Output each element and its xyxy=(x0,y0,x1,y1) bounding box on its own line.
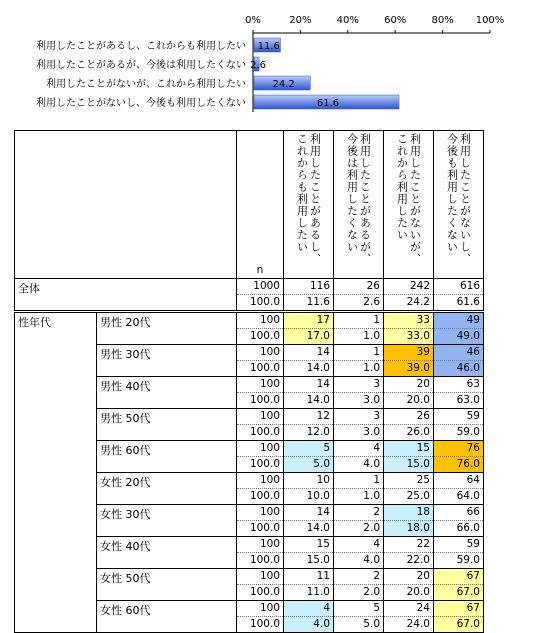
column-header xyxy=(284,131,334,279)
count-value: 100 xyxy=(237,601,283,617)
percent-value: 1.0 xyxy=(363,490,380,502)
count-value: 100 xyxy=(237,377,283,393)
count-value: 10 xyxy=(284,473,333,489)
percent-value: 100.0 xyxy=(249,362,280,374)
data-label: 24.2 xyxy=(272,79,295,90)
data-cell xyxy=(284,312,334,345)
count-value: 15 xyxy=(284,537,333,553)
data-cell xyxy=(434,279,484,312)
data-cell xyxy=(334,569,384,601)
data-cell xyxy=(384,345,434,377)
percent-value: 64.0 xyxy=(456,490,480,502)
percent-value: 12.0 xyxy=(306,426,330,438)
percent-value: 100.0 xyxy=(249,426,280,438)
percent-value: 11.6 xyxy=(306,296,330,308)
percent-value: 25.0 xyxy=(406,490,430,502)
data-cell xyxy=(434,409,484,441)
column-header-text: 利用したことがあるし、これからも利用したい xyxy=(295,133,322,265)
percent-value: 61.6 xyxy=(456,296,480,308)
n-cell xyxy=(237,505,284,537)
x-tick-label: 100% xyxy=(475,15,505,26)
percent-value: 15.0 xyxy=(406,458,430,470)
percent-value: 67.0 xyxy=(456,618,480,630)
count-value: 1 xyxy=(334,345,383,361)
count-value: 20 xyxy=(384,377,433,393)
data-cell xyxy=(384,505,434,537)
count-value: 1 xyxy=(334,313,383,329)
percent-value: 100.0 xyxy=(249,394,280,406)
data-cell xyxy=(384,569,434,601)
count-value: 14 xyxy=(284,505,333,521)
data-cell xyxy=(334,441,384,473)
column-header-text: 利用したことがあるが、今後は利用したくない xyxy=(345,133,372,265)
group-label: 性年代 xyxy=(15,312,97,633)
data-cell xyxy=(334,601,384,633)
count-value: 100 xyxy=(237,313,283,329)
count-value: 1000 xyxy=(237,279,283,295)
category-label: 利用したことがないし、今後も利用したくない xyxy=(36,98,246,109)
data-cell xyxy=(334,409,384,441)
percent-value: 59.0 xyxy=(456,554,480,566)
row-label: 男性 40代 xyxy=(97,377,237,409)
row-label: 女性 60代 xyxy=(97,601,237,633)
data-cell xyxy=(284,409,334,441)
count-value: 100 xyxy=(237,473,283,489)
n-cell xyxy=(237,601,284,633)
count-value: 59 xyxy=(434,537,483,553)
n-cell xyxy=(237,569,284,601)
data-cell xyxy=(434,441,484,473)
count-value: 5 xyxy=(284,441,333,457)
percent-value: 76.0 xyxy=(456,458,480,470)
count-value: 14 xyxy=(284,345,333,361)
percent-value: 18.0 xyxy=(406,522,430,534)
percent-value: 2.6 xyxy=(363,296,380,308)
data-cell xyxy=(284,537,334,569)
data-cell xyxy=(434,377,484,409)
row-label: 女性 50代 xyxy=(97,569,237,601)
table-row xyxy=(15,279,484,312)
percent-value: 59.0 xyxy=(456,426,480,438)
percent-value: 17.0 xyxy=(306,330,330,342)
count-value: 2 xyxy=(334,505,383,521)
count-value: 15 xyxy=(384,441,433,457)
count-value: 67 xyxy=(434,569,483,585)
count-value: 4 xyxy=(334,441,383,457)
count-value: 2 xyxy=(334,569,383,585)
percent-value: 4.0 xyxy=(313,618,330,630)
percent-value: 100.0 xyxy=(249,618,280,630)
count-value: 66 xyxy=(434,505,483,521)
percent-value: 10.0 xyxy=(306,490,330,502)
n-cell xyxy=(237,312,284,345)
data-cell xyxy=(434,505,484,537)
percent-value: 100.0 xyxy=(249,458,280,470)
percent-value: 66.0 xyxy=(456,522,480,534)
row-label: 女性 40代 xyxy=(97,537,237,569)
percent-value: 1.0 xyxy=(363,330,380,342)
count-value: 63 xyxy=(434,377,483,393)
count-value: 22 xyxy=(384,537,433,553)
column-header xyxy=(434,131,484,279)
row-label-total: 全体 xyxy=(15,279,237,312)
percent-value: 11.0 xyxy=(306,586,330,598)
count-value: 18 xyxy=(384,505,433,521)
data-cell xyxy=(284,441,334,473)
count-value: 39 xyxy=(384,345,433,361)
data-cell xyxy=(384,377,434,409)
x-tick-label: 80% xyxy=(431,15,454,26)
percent-value: 100.0 xyxy=(249,330,280,342)
percent-value: 5.0 xyxy=(313,458,330,470)
data-cell xyxy=(334,279,384,312)
data-cell xyxy=(284,377,334,409)
data-cell xyxy=(384,601,434,633)
data-label: 61.6 xyxy=(316,98,340,109)
percent-value: 20.0 xyxy=(406,586,430,598)
data-cell xyxy=(434,345,484,377)
data-cell xyxy=(384,441,434,473)
data-cell xyxy=(434,601,484,633)
data-label: 11.6 xyxy=(257,41,280,52)
n-cell xyxy=(237,409,284,441)
category-label: 利用したことがないが、これから利用したい xyxy=(46,79,246,90)
percent-value: 5.0 xyxy=(363,618,380,630)
column-header-text: 利用したことがないし、今後も利用したくない xyxy=(445,133,472,265)
row-label: 男性 30代 xyxy=(97,345,237,377)
percent-value: 14.0 xyxy=(306,394,330,406)
percent-value: 24.2 xyxy=(406,296,430,308)
data-cell xyxy=(334,505,384,537)
data-cell xyxy=(434,473,484,505)
count-value: 116 xyxy=(284,279,333,295)
percent-value: 3.0 xyxy=(363,426,380,438)
data-cell xyxy=(384,537,434,569)
n-cell xyxy=(237,279,284,312)
percent-value: 22.0 xyxy=(406,554,430,566)
count-value: 4 xyxy=(334,537,383,553)
percent-value: 4.0 xyxy=(363,458,380,470)
percent-value: 100.0 xyxy=(249,554,280,566)
category-label: 利用したことがあるし、これからも利用したい xyxy=(36,41,246,52)
n-cell xyxy=(237,441,284,473)
data-cell xyxy=(284,505,334,537)
data-label: 2.6 xyxy=(250,60,267,71)
x-tick-label: 0% xyxy=(245,15,261,26)
percent-value: 3.0 xyxy=(363,394,380,406)
category-label: 利用したことがあるが、今後は利用したくない xyxy=(36,60,246,71)
crosstab-table xyxy=(14,130,484,633)
percent-value: 1.0 xyxy=(363,362,380,374)
percent-value: 33.0 xyxy=(406,330,430,342)
data-cell xyxy=(284,345,334,377)
row-label: 女性 20代 xyxy=(97,473,237,505)
data-cell xyxy=(384,312,434,345)
count-value: 1 xyxy=(334,473,383,489)
data-cell xyxy=(284,601,334,633)
count-value: 3 xyxy=(334,377,383,393)
count-value: 26 xyxy=(384,409,433,425)
count-value: 49 xyxy=(434,313,483,329)
count-value: 33 xyxy=(384,313,433,329)
count-value: 76 xyxy=(434,441,483,457)
percent-value: 39.0 xyxy=(406,362,430,374)
header-n: n xyxy=(237,131,284,279)
column-header xyxy=(334,131,384,279)
data-cell xyxy=(384,279,434,312)
count-value: 11 xyxy=(284,569,333,585)
data-cell xyxy=(284,569,334,601)
count-value: 616 xyxy=(434,279,483,295)
n-cell xyxy=(237,377,284,409)
count-value: 100 xyxy=(237,441,283,457)
percent-value: 4.0 xyxy=(363,554,380,566)
n-cell xyxy=(237,473,284,505)
percent-value: 24.0 xyxy=(406,618,430,630)
count-value: 5 xyxy=(334,601,383,617)
percent-value: 49.0 xyxy=(456,330,480,342)
header-corner xyxy=(15,131,237,279)
data-cell xyxy=(434,537,484,569)
count-value: 3 xyxy=(334,409,383,425)
data-cell xyxy=(334,377,384,409)
count-value: 46 xyxy=(434,345,483,361)
header-row xyxy=(15,131,484,279)
count-value: 24 xyxy=(384,601,433,617)
n-cell xyxy=(237,537,284,569)
data-cell xyxy=(384,409,434,441)
percent-value: 20.0 xyxy=(406,394,430,406)
count-value: 64 xyxy=(434,473,483,489)
count-value: 100 xyxy=(237,569,283,585)
percent-value: 14.0 xyxy=(306,362,330,374)
data-cell xyxy=(284,279,334,312)
count-value: 25 xyxy=(384,473,433,489)
count-value: 12 xyxy=(284,409,333,425)
row-label: 女性 30代 xyxy=(97,505,237,537)
data-cell xyxy=(334,312,384,345)
row-label: 男性 50代 xyxy=(97,409,237,441)
percent-value: 26.0 xyxy=(406,426,430,438)
count-value: 242 xyxy=(384,279,433,295)
x-tick-label: 40% xyxy=(336,15,359,26)
percent-value: 100.0 xyxy=(249,296,280,308)
data-cell xyxy=(434,312,484,345)
percent-value: 100.0 xyxy=(249,586,280,598)
count-value: 20 xyxy=(384,569,433,585)
percent-value: 67.0 xyxy=(456,586,480,598)
bar-chart xyxy=(0,0,550,126)
x-tick-label: 20% xyxy=(289,15,312,26)
percent-value: 14.0 xyxy=(306,522,330,534)
count-value: 4 xyxy=(284,601,333,617)
data-cell xyxy=(334,537,384,569)
count-value: 100 xyxy=(237,345,283,361)
percent-value: 46.0 xyxy=(456,362,480,374)
count-value: 59 xyxy=(434,409,483,425)
percent-value: 2.0 xyxy=(363,586,380,598)
row-label: 男性 60代 xyxy=(97,441,237,473)
x-tick-label: 60% xyxy=(384,15,407,26)
data-cell xyxy=(384,473,434,505)
count-value: 67 xyxy=(434,601,483,617)
count-value: 100 xyxy=(237,505,283,521)
percent-value: 2.0 xyxy=(363,522,380,534)
count-value: 100 xyxy=(237,409,283,425)
count-value: 26 xyxy=(334,279,383,295)
count-value: 17 xyxy=(284,313,333,329)
percent-value: 63.0 xyxy=(456,394,480,406)
column-header-text: 利用したことがないが、これから利用したい xyxy=(395,133,422,265)
column-header xyxy=(384,131,434,279)
data-cell xyxy=(334,345,384,377)
data-cell xyxy=(334,473,384,505)
percent-value: 100.0 xyxy=(249,490,280,502)
count-value: 14 xyxy=(284,377,333,393)
n-cell xyxy=(237,345,284,377)
percent-value: 100.0 xyxy=(249,522,280,534)
data-cell xyxy=(434,569,484,601)
table-row xyxy=(15,312,484,345)
row-label: 男性 20代 xyxy=(97,312,237,345)
count-value: 100 xyxy=(237,537,283,553)
percent-value: 15.0 xyxy=(306,554,330,566)
data-cell xyxy=(284,473,334,505)
